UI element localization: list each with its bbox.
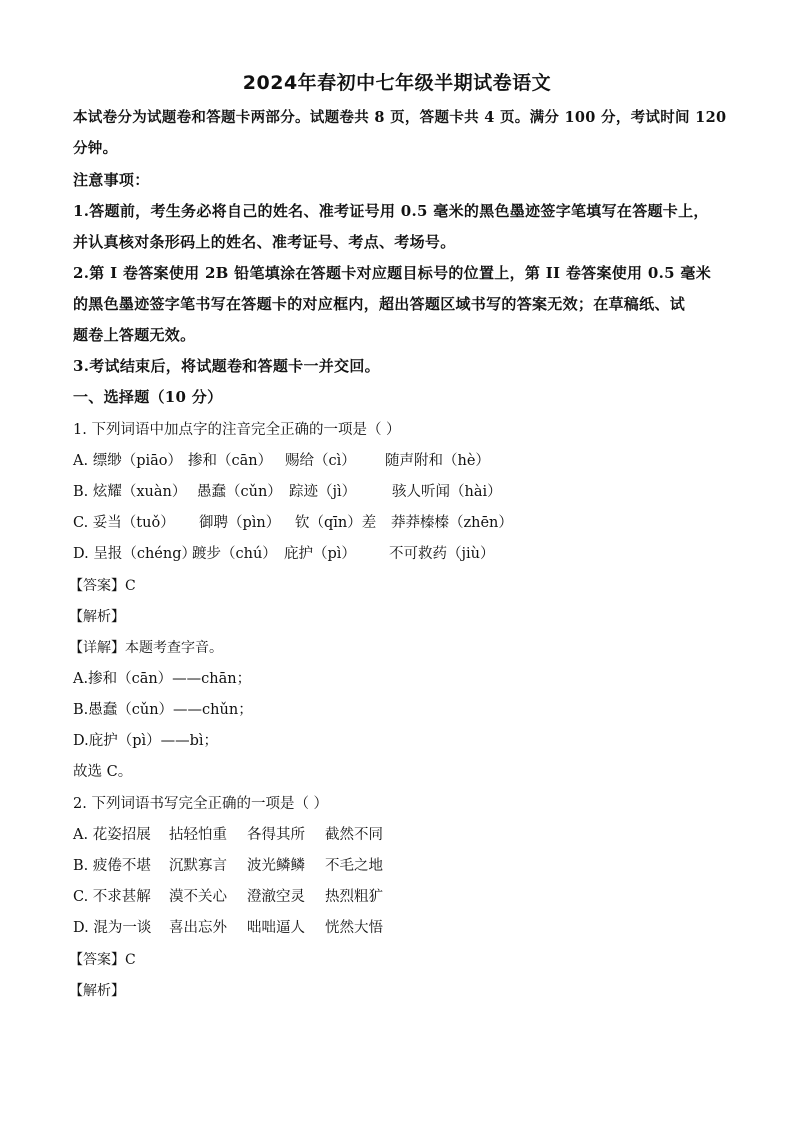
option-word: 踪迹（jì） [289, 484, 357, 500]
option-word: 不毛之地 [325, 858, 383, 874]
notice-line-4: 的黑色墨迹签字笔书写在答题卡的对应框内，超出答题区域书写的答案无效；在草稿纸、试 [73, 295, 686, 313]
option-word: 御聘（pìn） [199, 515, 281, 531]
option-word: 热烈粗犷 [325, 889, 383, 905]
question-1-conclusion: 故选 C。 [73, 764, 133, 780]
option-word: 各得其所 [247, 827, 305, 843]
question-2-answer: 【答案】C [69, 952, 136, 968]
option-word: 恍然大悟 [325, 920, 383, 936]
option-word: 拈轻怕重 [169, 827, 227, 843]
question-1-stem: 1. 下列词语中加点字的注音完全正确的一项是（ ） [73, 422, 401, 438]
question-2-option-b [73, 856, 383, 876]
exam-title: 2024年春初中七年级半期试卷语文 [242, 72, 552, 94]
question-1-answer: 【答案】C [69, 578, 136, 594]
option-word: B. 炫耀（xuàn） [73, 484, 187, 500]
question-2-option-d [73, 918, 383, 938]
notice-line-2: 并认真核对条形码上的姓名、准考证号、考点、考场号。 [73, 233, 456, 251]
option-word: 愚蠢（cǔn） [197, 484, 282, 500]
question-1-detail: 【详解】本题考查字音。 [69, 640, 223, 656]
option-word: 骇人听闻（hài） [392, 484, 502, 500]
option-word: C. 不求甚解 [73, 889, 151, 905]
option-word: 澄澈空灵 [247, 889, 305, 905]
section-heading-choice: 一、选择题（10 分） [73, 388, 223, 406]
question-1-option-b [73, 482, 502, 502]
option-word: 随声附和（hè） [385, 453, 490, 469]
question-1-option-c [73, 513, 513, 533]
option-word: 赐给（cì） [285, 453, 356, 469]
question-1-explanation-b: B.愚蠢（cǔn）——chǔn； [73, 702, 253, 718]
question-2-option-c [73, 887, 383, 907]
option-word: 莽莽榛榛（zhēn） [391, 515, 513, 531]
option-word: 踱步（chú） [192, 546, 277, 562]
question-1-option-a [73, 451, 490, 471]
question-2-option-a [73, 825, 383, 845]
option-word: 喜出忘外 [169, 920, 227, 936]
option-word: A. 花姿招展 [73, 827, 151, 843]
notice-line-1: 1.答题前，考生务必将自己的姓名、准考证号用 0.5 毫米的黑色墨迹签字笔填写在答题卡上， [73, 202, 709, 220]
option-word: 波光鳞鳞 [247, 858, 305, 874]
option-word: D. 呈报（chéng） [73, 546, 196, 562]
notice-line-3: 2.第 I 卷答案使用 2B 铅笔填涂在答题卡对应题目标号的位置上，第 II 卷答案使用 0.5 毫米 [73, 264, 712, 282]
option-word: C. 妥当（tuǒ） [73, 515, 175, 531]
question-1-analysis-label: 【解析】 [69, 609, 125, 625]
option-word: 截然不同 [325, 827, 383, 843]
option-word: D. 混为一谈 [73, 920, 152, 936]
question-2-analysis-label: 【解析】 [69, 983, 125, 999]
option-word: B. 疲倦不堪 [73, 858, 151, 874]
option-word: 掺和（cān） [188, 453, 273, 469]
question-1-explanation-a: A.掺和（cān）——chān； [73, 671, 252, 687]
option-word: A. 缥缈（piāo） [73, 453, 182, 469]
notice-line-5: 题卷上答题无效。 [73, 326, 196, 344]
notice-heading: 注意事项： [73, 171, 150, 189]
option-word: 庇护（pì） [284, 546, 356, 562]
option-word: 不可救药（jiù） [389, 546, 495, 562]
option-word: 漠不关心 [169, 889, 227, 905]
option-word: 沉默寡言 [169, 858, 227, 874]
option-word: 咄咄逼人 [247, 920, 305, 936]
question-1-option-d [73, 544, 494, 564]
intro-line-1: 本试卷分为试题卷和答题卡两部分。试题卷共 8 页，答题卡共 4 页。满分 100 分，考试时间 120 [73, 109, 727, 126]
question-2-stem: 2. 下列词语书写完全正确的一项是（ ） [73, 796, 329, 812]
question-1-explanation-d: D.庇护（pì）——bì； [73, 733, 219, 749]
notice-line-6: 3.考试结束后，将试题卷和答题卡一并交回。 [73, 357, 380, 375]
intro-line-2: 分钟。 [73, 140, 118, 157]
option-word: 钦（qīn）差 [295, 515, 377, 531]
